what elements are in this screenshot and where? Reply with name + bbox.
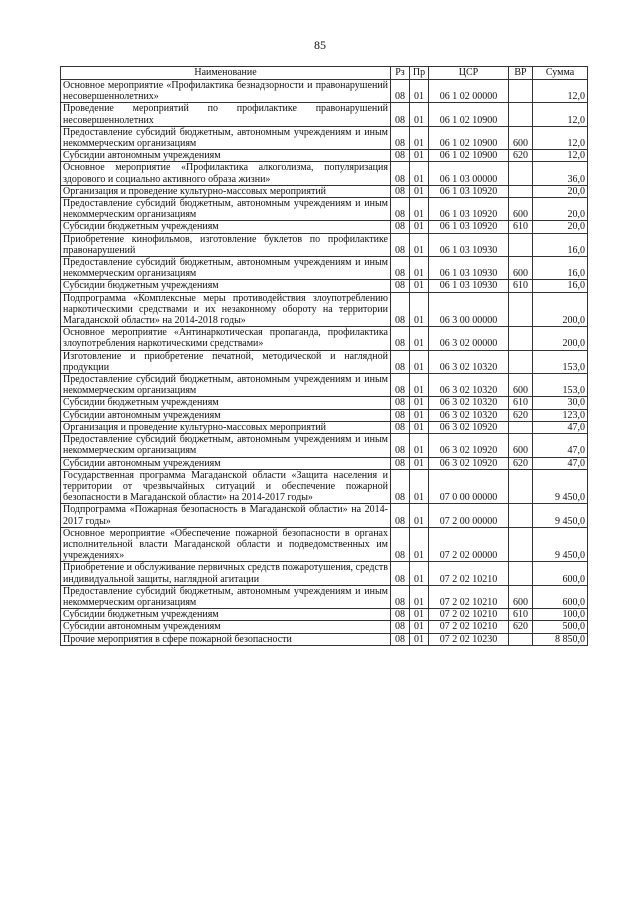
row-rz-cell: 08 [391, 621, 410, 633]
table-row [61, 633, 588, 645]
row-rz-cell: 08 [391, 233, 410, 256]
row-csr-cell: 06 1 02 00000 [429, 80, 509, 103]
table-row [61, 409, 588, 421]
row-pr-cell: 01 [410, 150, 429, 162]
row-vr-cell [509, 185, 533, 197]
row-rz-cell: 08 [391, 562, 410, 585]
row-name-cell: Проведение мероприятий по профилактике правонарушений несовершеннолетних [61, 103, 391, 126]
table-row [61, 185, 588, 197]
row-rz-cell: 08 [391, 527, 410, 562]
table-row [61, 198, 588, 221]
row-name-cell: Субсидии автономным учреждениям [61, 457, 391, 469]
row-vr-cell: 620 [509, 150, 533, 162]
row-vr-cell [509, 292, 533, 327]
row-rz-cell: 08 [391, 504, 410, 527]
row-name-cell: Предоставление субсидий бюджетным, автономным учреждениям и иным некоммерческим организациям [61, 126, 391, 149]
row-pr-cell: 01 [410, 457, 429, 469]
row-name-cell: Основное мероприятие «Обеспечение пожарной безопасности в органах исполнительной власти Магаданской области и подведомственных им учреждениях» [61, 527, 391, 562]
row-pr-cell: 01 [410, 185, 429, 197]
row-name-cell: Изготовление и приобретение печатной, методической и наглядной продукции [61, 350, 391, 373]
row-pr-cell: 01 [410, 292, 429, 327]
row-pr-cell: 01 [410, 162, 429, 185]
row-vr-cell: 600 [509, 585, 533, 608]
row-name-cell: Основное мероприятие «Профилактика алкоголизма, популяризация здорового и социально активного образа жизни» [61, 162, 391, 185]
row-pr-cell: 01 [410, 257, 429, 280]
row-sum-cell: 200,0 [533, 327, 588, 350]
row-sum-cell: 12,0 [533, 80, 588, 103]
row-rz-cell: 08 [391, 350, 410, 373]
header-csr: ЦСР [429, 67, 509, 80]
row-csr-cell: 06 3 02 10920 [429, 457, 509, 469]
row-csr-cell: 07 2 00 00000 [429, 504, 509, 527]
row-name-cell: Субсидии автономным учреждениям [61, 409, 391, 421]
row-vr-cell: 620 [509, 457, 533, 469]
row-sum-cell: 600,0 [533, 562, 588, 585]
row-rz-cell: 08 [391, 421, 410, 433]
row-pr-cell: 01 [410, 469, 429, 504]
row-sum-cell: 47,0 [533, 434, 588, 457]
row-sum-cell: 47,0 [533, 457, 588, 469]
row-pr-cell: 01 [410, 126, 429, 149]
row-rz-cell: 08 [391, 469, 410, 504]
row-csr-cell: 07 2 02 10210 [429, 562, 509, 585]
table-row [61, 126, 588, 149]
row-rz-cell: 08 [391, 585, 410, 608]
row-csr-cell: 06 1 03 10930 [429, 233, 509, 256]
row-vr-cell: 620 [509, 409, 533, 421]
table-row [61, 103, 588, 126]
table-row [61, 327, 588, 350]
row-sum-cell: 9 450,0 [533, 504, 588, 527]
header-sum: Сумма [533, 67, 588, 80]
row-vr-cell: 600 [509, 374, 533, 397]
table-row [61, 280, 588, 292]
row-csr-cell: 06 1 03 00000 [429, 162, 509, 185]
row-rz-cell: 08 [391, 292, 410, 327]
table-row [61, 397, 588, 409]
row-sum-cell: 20,0 [533, 221, 588, 233]
row-pr-cell: 01 [410, 409, 429, 421]
row-pr-cell: 01 [410, 103, 429, 126]
row-vr-cell [509, 527, 533, 562]
table-row [61, 621, 588, 633]
table-row [61, 504, 588, 527]
row-sum-cell: 9 450,0 [533, 527, 588, 562]
row-sum-cell: 16,0 [533, 280, 588, 292]
row-rz-cell: 08 [391, 80, 410, 103]
row-csr-cell: 07 2 02 10210 [429, 621, 509, 633]
row-pr-cell: 01 [410, 198, 429, 221]
row-vr-cell: 600 [509, 198, 533, 221]
row-name-cell: Подпрограмма «Комплексные меры противодействия злоупотреблению наркотическими средствами и их незаконному обороту на территории Магаданской области» на 2014-2018 годы» [61, 292, 391, 327]
row-vr-cell [509, 80, 533, 103]
row-pr-cell: 01 [410, 562, 429, 585]
row-csr-cell: 07 2 02 10230 [429, 633, 509, 645]
row-name-cell: Приобретение кинофильмов, изготовление буклетов по профилактике правонарушений [61, 233, 391, 256]
row-sum-cell: 20,0 [533, 185, 588, 197]
table-row [61, 162, 588, 185]
row-vr-cell: 600 [509, 126, 533, 149]
row-sum-cell: 16,0 [533, 233, 588, 256]
row-name-cell: Основное мероприятие «Профилактика безнадзорности и правонарушений несовершеннолетних» [61, 80, 391, 103]
row-rz-cell: 08 [391, 409, 410, 421]
row-csr-cell: 06 3 00 00000 [429, 292, 509, 327]
row-sum-cell: 20,0 [533, 198, 588, 221]
row-vr-cell [509, 633, 533, 645]
row-csr-cell: 07 2 02 00000 [429, 527, 509, 562]
row-vr-cell: 610 [509, 221, 533, 233]
row-rz-cell: 08 [391, 457, 410, 469]
row-name-cell: Предоставление субсидий бюджетным, автономным учреждениям и иным некоммерческим организациям [61, 198, 391, 221]
row-name-cell: Субсидии бюджетным учреждениям [61, 280, 391, 292]
row-rz-cell: 08 [391, 198, 410, 221]
row-name-cell: Прочие мероприятия в сфере пожарной безопасности [61, 633, 391, 645]
row-rz-cell: 08 [391, 609, 410, 621]
row-csr-cell: 06 1 03 10920 [429, 185, 509, 197]
row-csr-cell: 06 3 02 10320 [429, 350, 509, 373]
row-sum-cell: 600,0 [533, 585, 588, 608]
row-name-cell: Субсидии бюджетным учреждениям [61, 397, 391, 409]
row-rz-cell: 08 [391, 185, 410, 197]
table-row [61, 609, 588, 621]
row-name-cell: Государственная программа Магаданской области «Защита населения и территории от чрезвычайных ситуаций и обеспечение пожарной безопасности в Магаданской области» на 2014-2017 годы» [61, 469, 391, 504]
table-row [61, 221, 588, 233]
row-sum-cell: 100,0 [533, 609, 588, 621]
row-vr-cell [509, 327, 533, 350]
row-rz-cell: 08 [391, 257, 410, 280]
row-csr-cell: 06 3 02 10920 [429, 434, 509, 457]
row-pr-cell: 01 [410, 374, 429, 397]
row-rz-cell: 08 [391, 633, 410, 645]
row-rz-cell: 08 [391, 103, 410, 126]
row-csr-cell: 06 1 03 10920 [429, 221, 509, 233]
row-csr-cell: 07 2 02 10210 [429, 585, 509, 608]
row-pr-cell: 01 [410, 434, 429, 457]
row-vr-cell [509, 469, 533, 504]
row-pr-cell: 01 [410, 504, 429, 527]
row-vr-cell: 600 [509, 257, 533, 280]
row-csr-cell: 06 3 02 10920 [429, 421, 509, 433]
row-vr-cell [509, 421, 533, 433]
header-name: Наименование [61, 67, 391, 80]
row-pr-cell: 01 [410, 80, 429, 103]
row-rz-cell: 08 [391, 327, 410, 350]
row-vr-cell: 600 [509, 434, 533, 457]
table-row [61, 562, 588, 585]
row-name-cell: Субсидии бюджетным учреждениям [61, 609, 391, 621]
row-rz-cell: 08 [391, 434, 410, 457]
row-csr-cell: 07 0 00 00000 [429, 469, 509, 504]
row-csr-cell: 06 1 03 10920 [429, 198, 509, 221]
row-sum-cell: 12,0 [533, 103, 588, 126]
row-csr-cell: 06 1 02 10900 [429, 126, 509, 149]
row-csr-cell: 06 1 03 10930 [429, 257, 509, 280]
row-pr-cell: 01 [410, 621, 429, 633]
row-rz-cell: 08 [391, 280, 410, 292]
table-header-row [61, 67, 588, 80]
header-vr: ВР [509, 67, 533, 80]
row-sum-cell: 153,0 [533, 374, 588, 397]
row-name-cell: Субсидии автономным учреждениям [61, 150, 391, 162]
header-rz: Рз [391, 67, 410, 80]
row-csr-cell: 06 1 03 10930 [429, 280, 509, 292]
row-vr-cell [509, 350, 533, 373]
table-row [61, 350, 588, 373]
row-name-cell: Организация и проведение культурно-массовых мероприятий [61, 421, 391, 433]
row-name-cell: Предоставление субсидий бюджетным, автономным учреждениям и иным некоммерческим организациям [61, 374, 391, 397]
row-sum-cell: 12,0 [533, 150, 588, 162]
row-sum-cell: 30,0 [533, 397, 588, 409]
table-row [61, 374, 588, 397]
row-pr-cell: 01 [410, 421, 429, 433]
row-sum-cell: 153,0 [533, 350, 588, 373]
row-vr-cell: 610 [509, 609, 533, 621]
table-row [61, 292, 588, 327]
table-row [61, 434, 588, 457]
budget-table [60, 66, 588, 646]
row-name-cell: Предоставление субсидий бюджетным, автономным учреждениям и иным некоммерческим организациям [61, 434, 391, 457]
table-row [61, 469, 588, 504]
table-row [61, 585, 588, 608]
row-sum-cell: 500,0 [533, 621, 588, 633]
row-csr-cell: 06 3 02 00000 [429, 327, 509, 350]
row-pr-cell: 01 [410, 327, 429, 350]
row-name-cell: Приобретение и обслуживание первичных средств пожаротушения, средств индивидуальной защиты, наглядной агитации [61, 562, 391, 585]
row-pr-cell: 01 [410, 221, 429, 233]
row-vr-cell: 620 [509, 621, 533, 633]
table-row [61, 80, 588, 103]
row-sum-cell: 47,0 [533, 421, 588, 433]
row-vr-cell [509, 162, 533, 185]
row-rz-cell: 08 [391, 221, 410, 233]
table-row [61, 233, 588, 256]
row-name-cell: Основное мероприятие «Антинаркотическая пропаганда, профилактика злоупотребления наркотическими средствами» [61, 327, 391, 350]
row-sum-cell: 36,0 [533, 162, 588, 185]
row-pr-cell: 01 [410, 397, 429, 409]
row-vr-cell: 610 [509, 397, 533, 409]
row-rz-cell: 08 [391, 126, 410, 149]
row-vr-cell [509, 562, 533, 585]
row-rz-cell: 08 [391, 150, 410, 162]
row-pr-cell: 01 [410, 609, 429, 621]
row-sum-cell: 12,0 [533, 126, 588, 149]
row-pr-cell: 01 [410, 527, 429, 562]
row-csr-cell: 06 1 02 10900 [429, 103, 509, 126]
row-pr-cell: 01 [410, 585, 429, 608]
table-row [61, 421, 588, 433]
table-row [61, 150, 588, 162]
row-sum-cell: 200,0 [533, 292, 588, 327]
row-name-cell: Подпрограмма «Пожарная безопасность в Магаданской области» на 2014-2017 годы» [61, 504, 391, 527]
row-csr-cell: 06 3 02 10320 [429, 374, 509, 397]
row-sum-cell: 16,0 [533, 257, 588, 280]
row-pr-cell: 01 [410, 633, 429, 645]
row-rz-cell: 08 [391, 162, 410, 185]
table-row [61, 527, 588, 562]
table-row [61, 257, 588, 280]
row-vr-cell [509, 233, 533, 256]
row-csr-cell: 07 2 02 10210 [429, 609, 509, 621]
row-vr-cell: 610 [509, 280, 533, 292]
row-rz-cell: 08 [391, 397, 410, 409]
row-name-cell: Субсидии автономным учреждениям [61, 621, 391, 633]
row-vr-cell [509, 504, 533, 527]
row-csr-cell: 06 3 02 10320 [429, 409, 509, 421]
row-sum-cell: 9 450,0 [533, 469, 588, 504]
header-pr: Пр [410, 67, 429, 80]
row-name-cell: Предоставление субсидий бюджетным, автономным учреждениям и иным некоммерческим организациям [61, 257, 391, 280]
page-number: 85 [314, 38, 326, 52]
row-vr-cell [509, 103, 533, 126]
row-csr-cell: 06 3 02 10320 [429, 397, 509, 409]
row-rz-cell: 08 [391, 374, 410, 397]
row-name-cell: Субсидии бюджетным учреждениям [61, 221, 391, 233]
row-sum-cell: 123,0 [533, 409, 588, 421]
row-name-cell: Организация и проведение культурно-массовых мероприятий [61, 185, 391, 197]
row-csr-cell: 06 1 02 10900 [429, 150, 509, 162]
table-row [61, 457, 588, 469]
row-pr-cell: 01 [410, 280, 429, 292]
row-pr-cell: 01 [410, 350, 429, 373]
row-name-cell: Предоставление субсидий бюджетным, автономным учреждениям и иным некоммерческим организациям [61, 585, 391, 608]
row-sum-cell: 8 850,0 [533, 633, 588, 645]
row-pr-cell: 01 [410, 233, 429, 256]
